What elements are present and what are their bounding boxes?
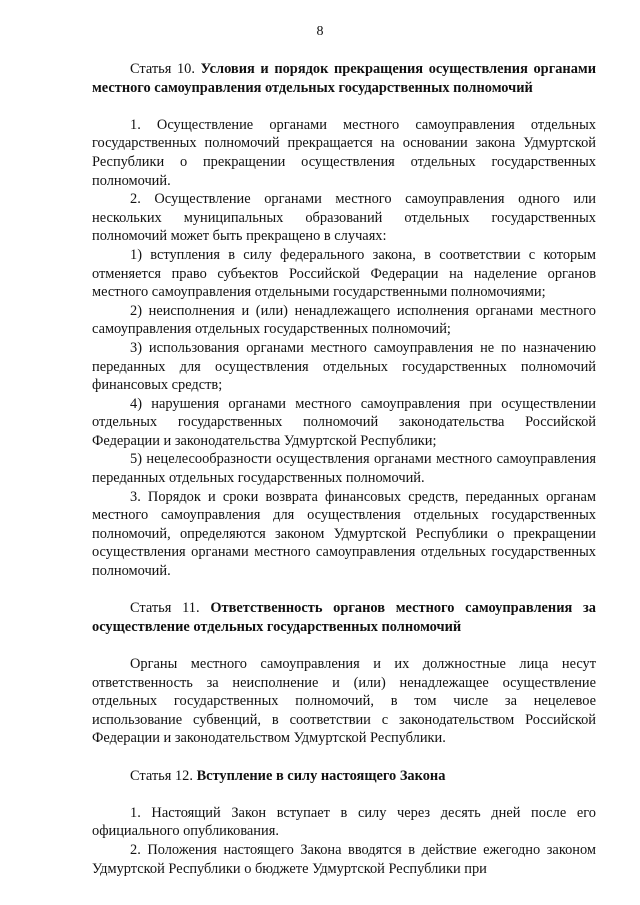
paragraph: 5) нецелесообразности осуществления органами местного самоуправления переданных отдельных государственных полномочий. bbox=[92, 451, 596, 487]
article-10-heading bbox=[92, 60, 596, 97]
article-number: Статья 10. bbox=[130, 61, 195, 77]
article-12-heading bbox=[92, 767, 596, 786]
article-title: Вступление в силу настоящего Закона bbox=[196, 767, 446, 784]
article-number: Статья 12. bbox=[130, 767, 193, 784]
paragraph: 4) нарушения органами местного самоуправления при осуществлении отдельных государственных полномочий законодательства Российской Федерации и законодательства Удмуртской Республики; bbox=[92, 395, 596, 449]
article-number: Статья 11. bbox=[130, 600, 200, 617]
article-title: Ответственность органов местного самоуправления за осуществление отдельных государственных полномочий bbox=[92, 600, 596, 635]
paragraph: 3. Порядок и сроки возврата финансовых средств, переданных органам местного самоуправления для осуществления отдельных государственных полномочий, определяются законом Удмуртской Республики о прекращении осуществления органами местного самоуправления отдельных государственных полномочий. bbox=[92, 488, 596, 580]
article-11-heading bbox=[92, 599, 596, 636]
document-body bbox=[92, 60, 596, 878]
article-title: Условия и порядок прекращения осуществления органами местного самоуправления отдельных государственных полномочий bbox=[92, 61, 596, 96]
paragraph: 2) неисполнения и (или) ненадлежащего исполнения органами местного самоуправления отдельных государственных полномочий; bbox=[92, 302, 596, 338]
paragraph: 1. Настоящий Закон вступает в силу через десять дней после его официального опубликования. bbox=[92, 804, 596, 840]
page-number: 8 bbox=[316, 24, 324, 39]
paragraph: Органы местного самоуправления и их должностные лица несут ответственность за неисполнение и (или) ненадлежащее осуществление отдельных государственных полномочий, в том числе за нецелевое использование субвенций, в соответствии с законодательством Российской Федерации и законодательством Удмуртской Республики. bbox=[92, 656, 596, 747]
paragraph: 1) вступления в силу федерального закона, в соответствии с которым отменяется право субъектов Российской Федерации на наделение органов местного самоуправления отдельными государственными полномочиями; bbox=[92, 246, 596, 301]
paragraph: 2. Осуществление органами местного самоуправления одного или нескольких муниципальных образований отдельных государственных полномочий может быть прекращено в случаях: bbox=[92, 191, 596, 245]
paragraph: 2. Положения настоящего Закона вводятся в действие ежегодно законом Удмуртской Республики о бюджете Удмуртской Республики при bbox=[92, 841, 596, 877]
paragraph: 3) использования органами местного самоуправления не по назначению переданных для осуществления отдельных государственных полномочий финансовых средств; bbox=[92, 339, 596, 394]
paragraph: 1. Осуществление органами местного самоуправления отдельных государственных полномочий прекращается на основании закона Удмуртской Республики о прекращении осуществления отдельных государственных полномочий. bbox=[92, 116, 596, 189]
